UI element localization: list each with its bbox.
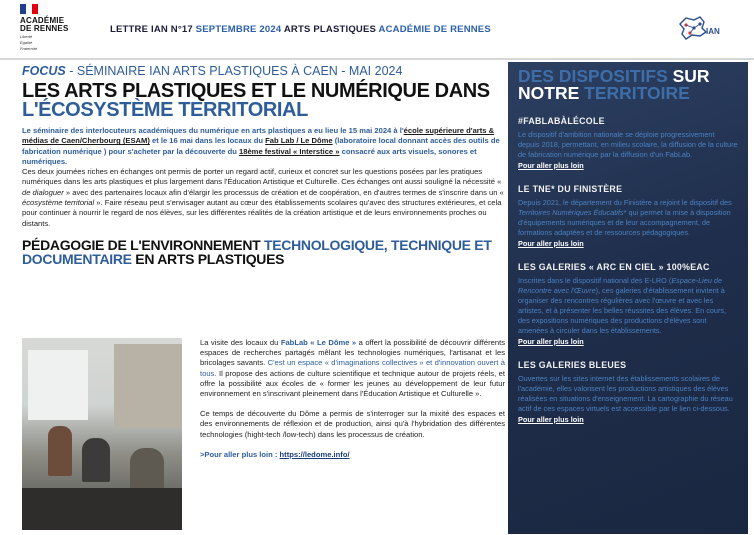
- focus-article: [22, 64, 506, 459]
- section-body-after: * qui permet la mise à disposition d'équipements numériques et de leur accompagnement, de formations adaptées et de ressources pédagogiques.: [518, 208, 731, 237]
- header-divider: [0, 58, 754, 60]
- body-text-1: Ces deux journées riches en échanges ont permis de porter un regard actif, curieux et concret sur les questions posées par les pratiques numériques dans les arts plastiques et plus largement dans l'Éducation Artistique et Culturelle. Ces échanges ont aussi souligné la nécessité «: [22, 167, 502, 187]
- lead-text-3: (laboratoire local donnant accès des outils de fabrication numérique ) pour s'acheter par la découverte du: [22, 136, 500, 156]
- p1-quote: C'est un espace « d'imaginations collectives » et d'innovation ouvert à tous.: [200, 358, 505, 378]
- p1-text-c: a offert la possibilité de découvrir différents espaces de recherches partagés mêlant les technologies numériques, l'artisanat et les bricolages savants.: [200, 338, 505, 368]
- section-body-text: Inscrites dans le dispositif national des E-LRO (: [518, 276, 672, 285]
- fablab-photo: [22, 338, 182, 530]
- photo-person-2: [82, 438, 110, 482]
- sidebar-section: [508, 360, 748, 424]
- fablab-visit-text: [200, 338, 505, 460]
- photo-shelf: [114, 344, 182, 428]
- section-body-after: ), ces galeries d'établissement invitent à organiser des rencontres régulières avec l'œuvre et avec les artistes, et à présenter les belles réussites des élèves. En cours, des expositions numériques des productions d'élèves sont amenées à circuler dans les établissements.: [518, 286, 727, 335]
- article-body: [22, 167, 506, 229]
- focus-kicker: [22, 64, 506, 78]
- lead-text-4: consacré aux arts visuels, sonores et numériques.: [22, 146, 477, 166]
- section-link[interactable]: Pour aller plus loin: [518, 161, 584, 170]
- section-link[interactable]: Pour aller plus loin: [518, 239, 584, 248]
- ian-map-icon: [676, 12, 710, 46]
- section-title-part2: TECHNOLOGIQUE, TECHNIQUE ET DOCUMENTAIRE: [22, 236, 492, 267]
- photo-person-1: [48, 426, 72, 476]
- section-body-italic: Territoires Numériques Éducatifs: [518, 208, 624, 217]
- body-text-2: » avec des partenaires locaux afin d'élargir les processus de création et de coopération, en d'autres termes de s'inscrire dans un «: [63, 187, 504, 197]
- article-title: [22, 82, 506, 120]
- dispositifs-sidebar: [508, 62, 748, 534]
- section-heading: LE TNE* DU FINISTÈRE: [518, 184, 623, 194]
- body-emphasis-1: de dialoguer: [22, 187, 64, 197]
- photo-window: [28, 350, 88, 420]
- lead-text-1: Le séminaire des interlocuteurs académiques du numérique en arts plastiques a eu lieu le 15 mai 2024 à l': [22, 126, 404, 135]
- sidebar-section: [508, 184, 748, 248]
- p1-fablab-name: FabLab « Le Dôme »: [280, 338, 357, 347]
- section-body-text: Ouvertes sur les sites internet des établissements scolaires de l'académie, elles valorisent les productions artistiques des élèves réalisées en situations d'enseignement. La cartographie du réseau actif de ces espaces virtuels est accessible par le lien ci-dessous.: [518, 374, 733, 413]
- newsletter-academy: ACADÉMIE DE RENNES: [378, 24, 491, 35]
- photo-table: [22, 488, 182, 530]
- logo-name-line1: ACADÉMIE: [20, 16, 65, 25]
- sidebar-section: [508, 116, 748, 170]
- article-title-part2: L'ÉCOSYSTÈME TERRITORIAL: [22, 99, 308, 121]
- logo-motto-3: Fraternité: [20, 46, 38, 51]
- article-lead: [22, 126, 506, 167]
- sidebar-title: [508, 62, 748, 102]
- sidebar-title-part3: NOTRE: [518, 83, 585, 103]
- section-link[interactable]: Pour aller plus loin: [518, 415, 584, 424]
- esam-link[interactable]: école supérieure d'arts & médias de Caen/Cherbourg (ESAM): [22, 126, 495, 146]
- focus-label: FOCUS: [22, 64, 66, 78]
- section-heading: LES GALERIES « ARC EN CIEL » 100%EAC: [518, 262, 710, 272]
- p1-text-a: La visite des locaux du: [200, 338, 281, 347]
- section-body: [518, 198, 738, 238]
- french-flag-icon: [20, 4, 38, 14]
- fablab-paragraph-1: [200, 338, 505, 399]
- sidebar-title-part4: TERRITOIRE: [584, 83, 690, 103]
- section-link[interactable]: Pour aller plus loin: [518, 337, 584, 346]
- section-heading: #FABLABÀLÉCOLE: [518, 116, 605, 126]
- logo-motto-2: Égalité: [20, 40, 33, 45]
- body-emphasis-2: écosystème territorial: [22, 198, 95, 208]
- body-text-3: ». Faire réseau peut s'envisager autant au cœur des établissements scolaires qu'avec des structures extérieures, et cela pour continuer à nourrir le regard de nos élèves, sur les différentes réalités de la création artistique et de leurs environnements proches ou distants.: [22, 198, 502, 228]
- lead-text-2: et le 16 mai dans les locaux du: [149, 136, 266, 146]
- sidebar-title-part1: DES DISPOSITIFS: [518, 66, 673, 86]
- ian-logo: [676, 12, 728, 46]
- more-label: >Pour aller plus loin :: [200, 449, 280, 459]
- fablab-link[interactable]: Fab Lab / Le Dôme: [265, 136, 333, 146]
- sidebar-title-part2: SUR: [672, 66, 710, 86]
- section-body-text: Depuis 2021, le département du Finistère a rejoint le dispositif des: [518, 198, 732, 207]
- p1-text-e: Il propose des actions de culture scientifique et technique autour de projets réels, et offre la possibilité aux écoles de « former les jeunes au développement de leur futur environnement en s'inscrivant pleinement dans l'Éducation Artistique et Culturelle ».: [200, 368, 505, 399]
- section-heading: LES GALERIES BLEUES: [518, 360, 627, 370]
- fablab-paragraph-2: Ce temps de découverte du Dôme a permis de s'interroger sur la mixité des espaces et des environnements de réflexion et de production, ainsi qu'à l'hybridation des différentes technologies (hight-tech /low-tech) dans les processus de création.: [200, 409, 505, 439]
- section-body-text: Le dispositif d'ambition nationale se déploie progressivement depuis 2018, permettant, en milieu scolaire, la diffusion de la culture de fabrication numérique par la diffusion d'un FabLab.: [518, 130, 738, 159]
- section-title-part3: EN ARTS PLASTIQUES: [131, 250, 285, 267]
- newsletter-subject: ARTS PLASTIQUES: [283, 24, 379, 35]
- ian-logo-text: IAN: [706, 27, 720, 36]
- section-title: [22, 238, 506, 266]
- ledome-link[interactable]: https://ledome.info/: [279, 449, 350, 459]
- logo-name-line2: DE RENNES: [20, 24, 69, 33]
- logo-motto-1: Liberté: [20, 34, 33, 39]
- newsletter-date: SEPTEMBRE 2024: [195, 24, 284, 35]
- section-body: [518, 130, 738, 160]
- section-body-italic: Espace-Lieu de Rencontre avec l'Œuvre: [518, 276, 723, 295]
- interstice-link[interactable]: 18ème festival « Interstice »: [239, 146, 340, 156]
- newsletter-header: [0, 0, 754, 58]
- section-body: [518, 276, 738, 336]
- section-body: [518, 374, 738, 414]
- focus-text: - SÉMINAIRE IAN ARTS PLASTIQUES À CAEN - MAI 2024: [65, 64, 403, 78]
- more-info: [200, 450, 505, 460]
- article-title-part1: LES ARTS PLASTIQUES ET LE NUMÉRIQUE DANS: [22, 80, 490, 102]
- sidebar-section: [508, 262, 748, 346]
- academie-logo: [20, 4, 80, 56]
- section-title-part1: PÉDAGOGIE DE L'ENVIRONNEMENT: [22, 236, 264, 253]
- newsletter-issue: LETTRE IAN N°17: [110, 24, 196, 35]
- newsletter-title: [110, 24, 491, 35]
